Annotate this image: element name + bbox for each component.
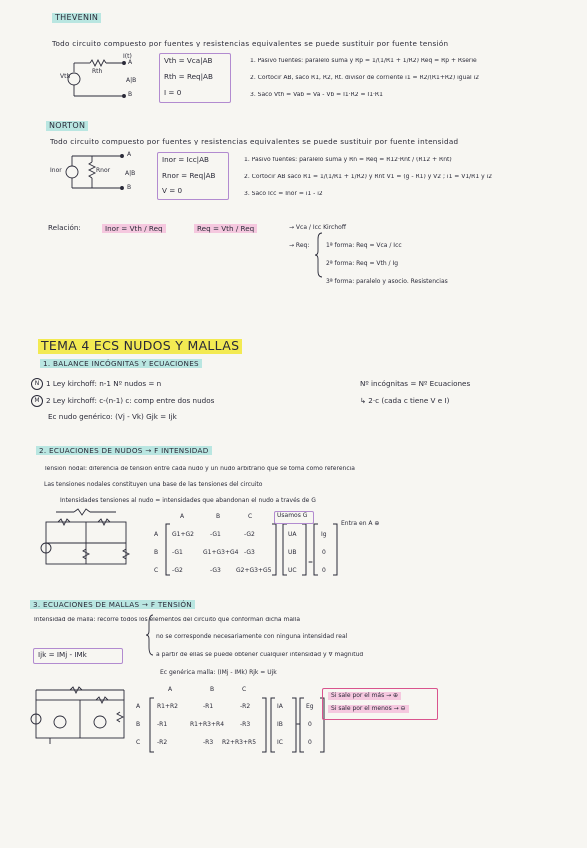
mallas-rhs-c: 0 (308, 739, 312, 746)
thevenin-eq-vth: Vth = Vca|AB (164, 56, 213, 65)
mallas-m-22: R2+R3+R5 (222, 739, 257, 746)
mallas-equals-sign: = (296, 721, 302, 728)
thevenin-step-2: 2. Cortocir AB, saco R1, R2, Rt. divisor de corriente i1 = R2/(R1+R2) igual i2 (250, 75, 480, 81)
tema4-incognitas: Nº incógnitas = Nº Ecuaciones (360, 379, 471, 388)
nudos-m-01: -G1 (210, 531, 221, 538)
thevenin-step-1: 1. Pasivo fuentes: paralelo suma y Rp = 1/(1/R1 + 1/R2) Req = Rp + Rserie (250, 58, 477, 64)
rth-label: Rth (92, 68, 103, 75)
mallas-row-b: B (136, 721, 141, 728)
inor-label: Inor (50, 167, 62, 174)
relacion-inor: Inor = Vth / Req (102, 224, 166, 233)
mallas-m-20: -R2 (157, 739, 168, 746)
nudos-line-2: Las tensiones nodales constituyen una base de las tensiones del circuito (44, 481, 263, 488)
rnor-label: Rnor (96, 167, 111, 174)
node-b-norton: B (127, 184, 132, 191)
m-circle: M (31, 395, 43, 407)
mallas-m-10: -R1 (157, 721, 168, 728)
mallas-line-2: no se corresponde necesariamente con ninguna intensidad real (156, 633, 348, 640)
nudos-row-a: A (154, 531, 159, 538)
mallas-m-11: R1+R3+R4 (190, 721, 225, 728)
usamos-g-note: Usamos G (277, 512, 308, 519)
norton-circuit (66, 155, 124, 190)
norton-eq-v: V = 0 (162, 186, 183, 195)
tema4-incognitas-2: ↳ 2·c (cada c tiene V e I) (360, 396, 450, 405)
norton-eq-inor: Inor = Icc|AB (162, 155, 209, 164)
relacion-forma-3: 3ª forma: paralelo y asocio. Resistencias (326, 278, 448, 285)
norton-intro: Todo circuito compuesto por fuentes y resistencias equivalentes se puede sustituir por fuente intensidad (50, 138, 459, 146)
n-circle: N (31, 378, 43, 390)
mallas-row-c: C (136, 739, 141, 746)
mallas-m-01: -R1 (203, 703, 214, 710)
node-ab-norton: A|B (125, 170, 136, 177)
relacion-label: Relación: (48, 223, 81, 232)
tema4-title: TEMA 4 ECS NUDOS Y MALLAS (38, 339, 242, 354)
node-ab-thevenin: A|B (126, 77, 137, 84)
nudos-m-22: G2+G3+G5 (236, 567, 272, 574)
norton-title: NORTON (46, 121, 88, 131)
mallas-note-minus: Si sale por el menos → ⊖ (328, 705, 409, 713)
mallas-generic: Ec genérica malla: (IMj - IMk) Rjk = Ujk (160, 669, 277, 676)
thevenin-circuit (68, 60, 126, 98)
node-a-norton: A (127, 151, 132, 158)
nudos-title: 2. ECUACIONES DE NUDOS → F INTENSIDAD (36, 446, 212, 455)
norton-step-1: 1. Pasivo fuentes: paralelo suma y Rn = Req = R12·Rnt / (R12 + Rnt) (244, 157, 452, 163)
mallas-v-c: IC (277, 739, 283, 746)
equals-sign: = (308, 559, 314, 566)
mallas-col-a: A (168, 686, 173, 693)
mallas-row-a: A (136, 703, 141, 710)
nudos-row-c: C (154, 567, 159, 574)
thevenin-title: THEVENIN (52, 13, 101, 23)
mallas-line-1: Intensidad de malla: recorre todos los elementos del circuito que conforman dicha malla (34, 617, 301, 623)
thevenin-intro: Todo circuito compuesto por fuentes y resistencias equivalentes se puede sustituir por fuente tensión (52, 40, 449, 48)
nudos-v-b: UB (288, 549, 297, 556)
nudos-line-3: Intensidades tensiones al nudo = intensidades que abandonan el nudo a través de G (60, 497, 316, 504)
nudos-m-21: -G3 (210, 567, 221, 574)
tema4-m-line: 2 Ley kirchoff: c-(n-1) c: comp entre dos nudos (46, 396, 215, 405)
nudos-col-a: A (180, 513, 185, 520)
nudos-m-20: -G2 (172, 567, 183, 574)
nudos-m-11: G1+G3+G4 (203, 549, 239, 556)
tema4-sub1: 1. BALANCE INCÓGNITAS Y ECUACIONES (40, 359, 202, 368)
nudos-m-10: -G1 (172, 549, 183, 556)
thevenin-step-3: 3. Saco Vth = Vab = Va - Vb = I1·R2 = I1·R1 (250, 92, 383, 98)
relacion-forma-1: 1ª forma: Req = Vca / Icc (326, 242, 402, 249)
norton-step-3: 3. Saco Icc = Inor = i1 - i2 (244, 191, 323, 197)
mallas-col-c: C (242, 686, 247, 693)
nudos-v-a: UA (288, 531, 297, 538)
ijk-formula: Ijk = IMj - IMk (38, 650, 87, 659)
mallas-m-21: -R3 (203, 739, 214, 746)
mallas-rhs-b: 0 (308, 721, 312, 728)
relacion-arrow-2: → Req: (289, 242, 310, 249)
nudos-col-c: C (248, 513, 253, 520)
tema4-eq-nudo: Ec nudo genérico: (Vj - Vk) Gjk = Ijk (48, 412, 177, 421)
nudos-circuit (41, 509, 129, 564)
nudos-rhs-b: 0 (322, 549, 326, 556)
mallas-m-00: R1+R2 (157, 703, 178, 710)
mallas-col-b: B (210, 686, 215, 693)
mallas-m-12: -R3 (240, 721, 251, 728)
nudos-rhs-a: Ig (321, 531, 327, 538)
norton-step-2: 2. Cortocir AB saco R1 = 1/(1/R1 + 1/R2) y Rnt V1 = (g - R1) y V2 ; i1 = V1/R1 y i2 (244, 174, 493, 180)
nudos-col-b: B (216, 513, 221, 520)
node-a-thevenin: A (128, 59, 133, 66)
norton-eq-rnor: Rnor = Req|AB (162, 171, 216, 180)
mallas-title: 3. ECUACIONES DE MALLAS → F TENSIÓN (30, 600, 195, 609)
nudos-m-00: G1+G2 (172, 531, 194, 538)
tema4-n-line: 1 Ley kirchoff: n-1 Nº nudos = n (46, 379, 162, 388)
mallas-v-a: IA (277, 703, 283, 710)
mallas-m-02: -R2 (240, 703, 251, 710)
nudos-m-12: -G3 (244, 549, 255, 556)
nudos-rhs-c: 0 (322, 567, 326, 574)
mallas-line-3: a partir de ellas se puede obtener cualquier intensidad y ∀ magnitud (156, 652, 364, 658)
nudos-v-c: UC (288, 567, 297, 574)
thevenin-eq-i: I = 0 (164, 88, 182, 97)
mallas-v-b: IB (277, 721, 283, 728)
node-b-thevenin: B (128, 91, 133, 98)
relacion-req: Req = Vth / Req (194, 224, 257, 233)
relacion-forma-2: 2ª forma: Req = Vth / Ig (326, 260, 399, 267)
vth-label: Vth (60, 73, 71, 80)
entra-en-a-note: Entra en A ⊕ (341, 520, 380, 527)
mallas-rhs-a: Eg (306, 703, 314, 710)
thevenin-eq-rth: Rth = Req|AB (164, 72, 213, 81)
nudos-line-1: Tensión nodal: diferencia de tensión entre cada nudo y un nudo arbitrario que se toma como referencia (44, 466, 355, 472)
relacion-arrow-1: → Vca / Icc Kirchoff (289, 224, 346, 231)
nudos-row-b: B (154, 549, 159, 556)
mallas-circuit (31, 687, 124, 744)
nudos-m-02: -G2 (244, 531, 255, 538)
ith-label: I(t) (123, 53, 132, 60)
mallas-note-plus: Si sale por el más → ⊕ (328, 692, 401, 700)
